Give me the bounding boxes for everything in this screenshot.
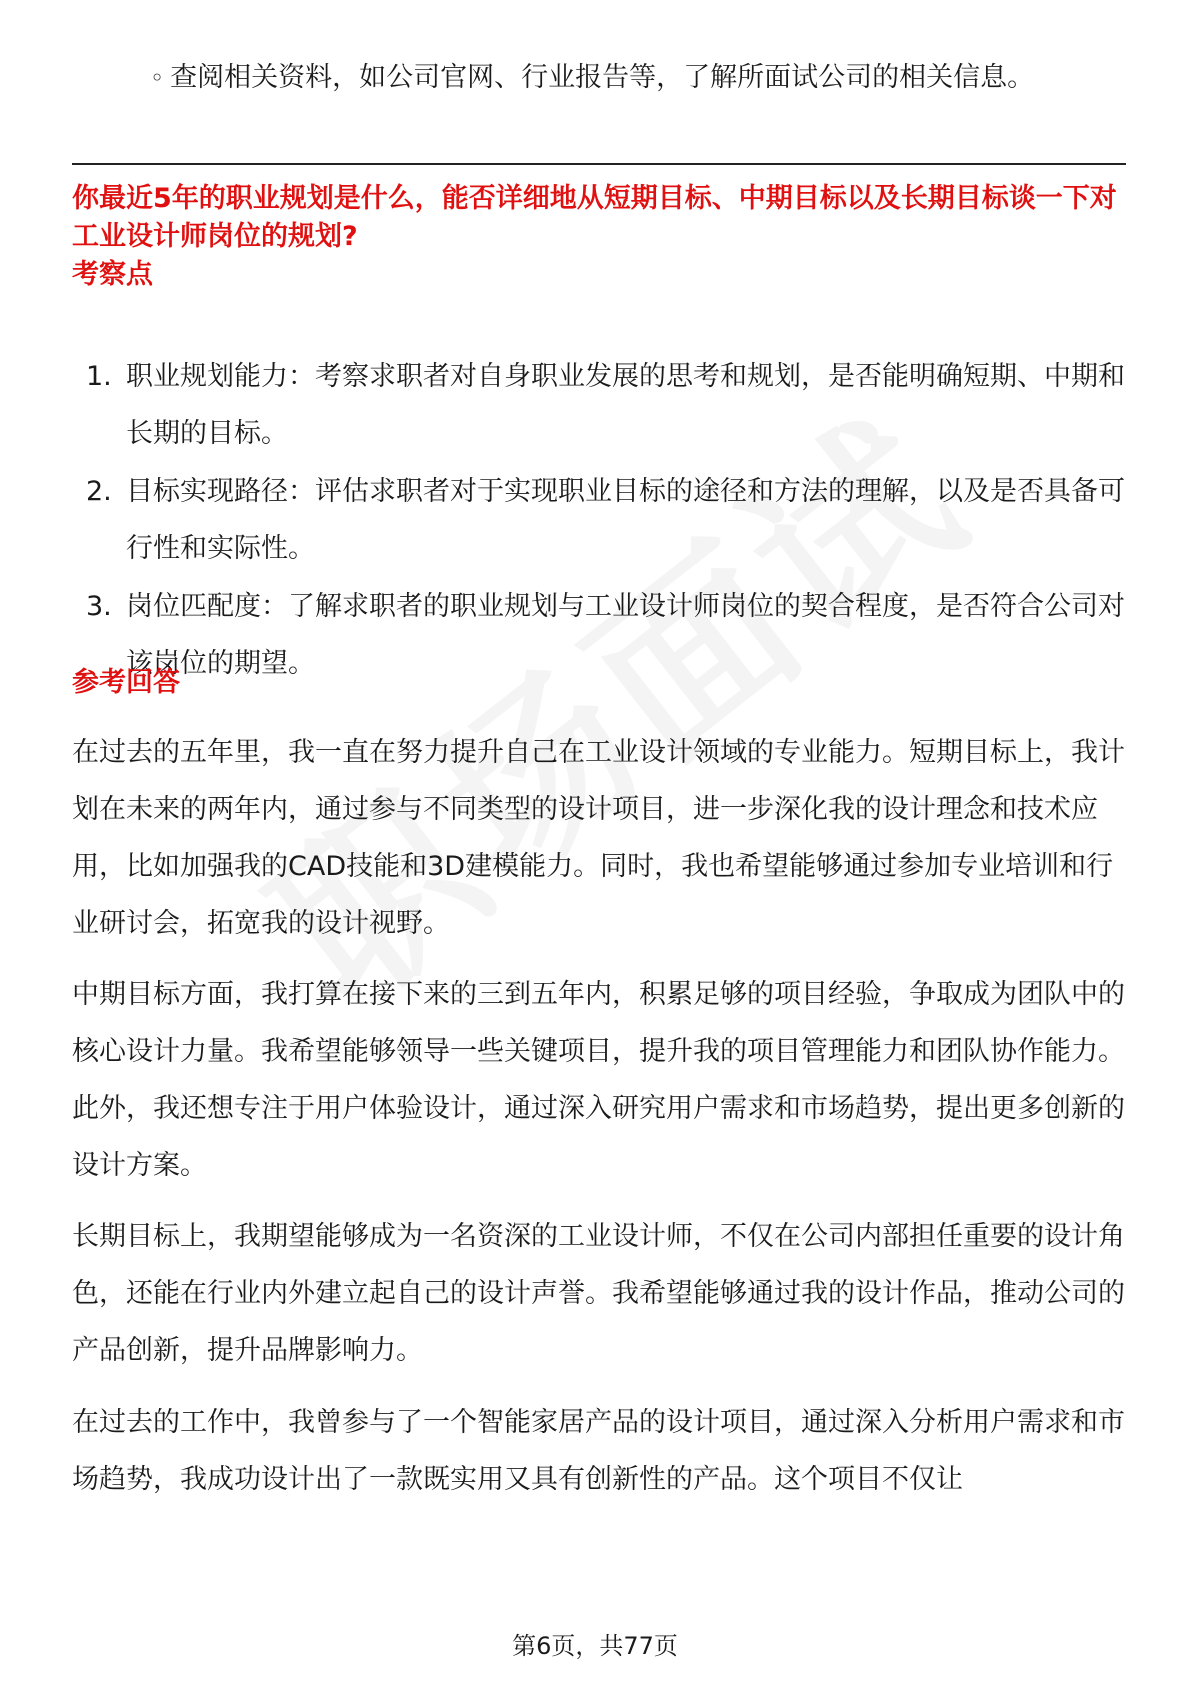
- exam-point-text: 职业规划能力：考察求职者对自身职业发展的思考和规划，是否能明确短期、中期和长期的目标。: [126, 361, 1125, 449]
- answer-heading: 参考回答: [72, 667, 180, 698]
- answer-paragraph: 在过去的工作中，我曾参与了一个智能家居产品的设计项目，通过深入分析用户需求和市场趋势，我成功设计出了一款既实用又具有创新性的产品。这个项目不仅让: [72, 1407, 1125, 1495]
- answer-paragraph: 在过去的五年里，我一直在努力提升自己在工业设计领域的专业能力。短期目标上，我计划在未来的两年内，通过参与不同类型的设计项目，进一步深化我的设计理念和技术应用，比如加强我的CAD技能和3D建模能力。同时，我也希望能够通过参加专业培训和行业研讨会，拓宽我的设计视野。: [72, 737, 1125, 939]
- bullet-marker: ◦: [150, 64, 165, 92]
- page-footer: 第6页，共77页: [512, 1632, 678, 1660]
- answer-paragraph: 中期目标方面，我打算在接下来的三到五年内，积累足够的项目经验，争取成为团队中的核心设计力量。我希望能够领导一些关键项目，提升我的项目管理能力和团队协作能力。此外，我还想专注于用户体验设计，通过深入研究用户需求和市场趋势，提出更多创新的设计方案。: [72, 979, 1125, 1181]
- question-title: 你最近5年的职业规划是什么，能否详细地从短期目标、中期目标以及长期目标谈一下对工业设计师岗位的规划?: [72, 183, 1117, 252]
- list-number: 3.: [86, 591, 112, 622]
- answer-paragraph: 长期目标上，我期望能够成为一名资深的工业设计师，不仅在公司内部担任重要的设计角色，还能在行业内外建立起自己的设计声誉。我希望能够通过我的设计作品，推动公司的产品创新，提升品牌影响力。: [72, 1221, 1125, 1366]
- section-divider: [72, 163, 1126, 165]
- list-number: 1.: [86, 361, 112, 392]
- exam-points-list: [72, 348, 1132, 693]
- list-number: 2.: [86, 476, 112, 507]
- exam-point-text: 目标实现路径：评估求职者对于实现职业目标的途径和方法的理解，以及是否具备可行性和实际性。: [126, 476, 1125, 564]
- exam-points-heading: 考察点: [72, 259, 153, 290]
- exam-point-item: [72, 463, 1132, 577]
- exam-point-item: [72, 578, 1132, 692]
- exam-point-text: 岗位匹配度：了解求职者的职业规划与工业设计师岗位的契合程度，是否符合公司对该岗位的期望。: [126, 591, 1125, 679]
- exam-point-item: [72, 348, 1132, 462]
- bullet-text: 查阅相关资料，如公司官网、行业报告等，了解所面试公司的相关信息。: [170, 62, 1035, 93]
- top-bullet-item: [150, 58, 1034, 98]
